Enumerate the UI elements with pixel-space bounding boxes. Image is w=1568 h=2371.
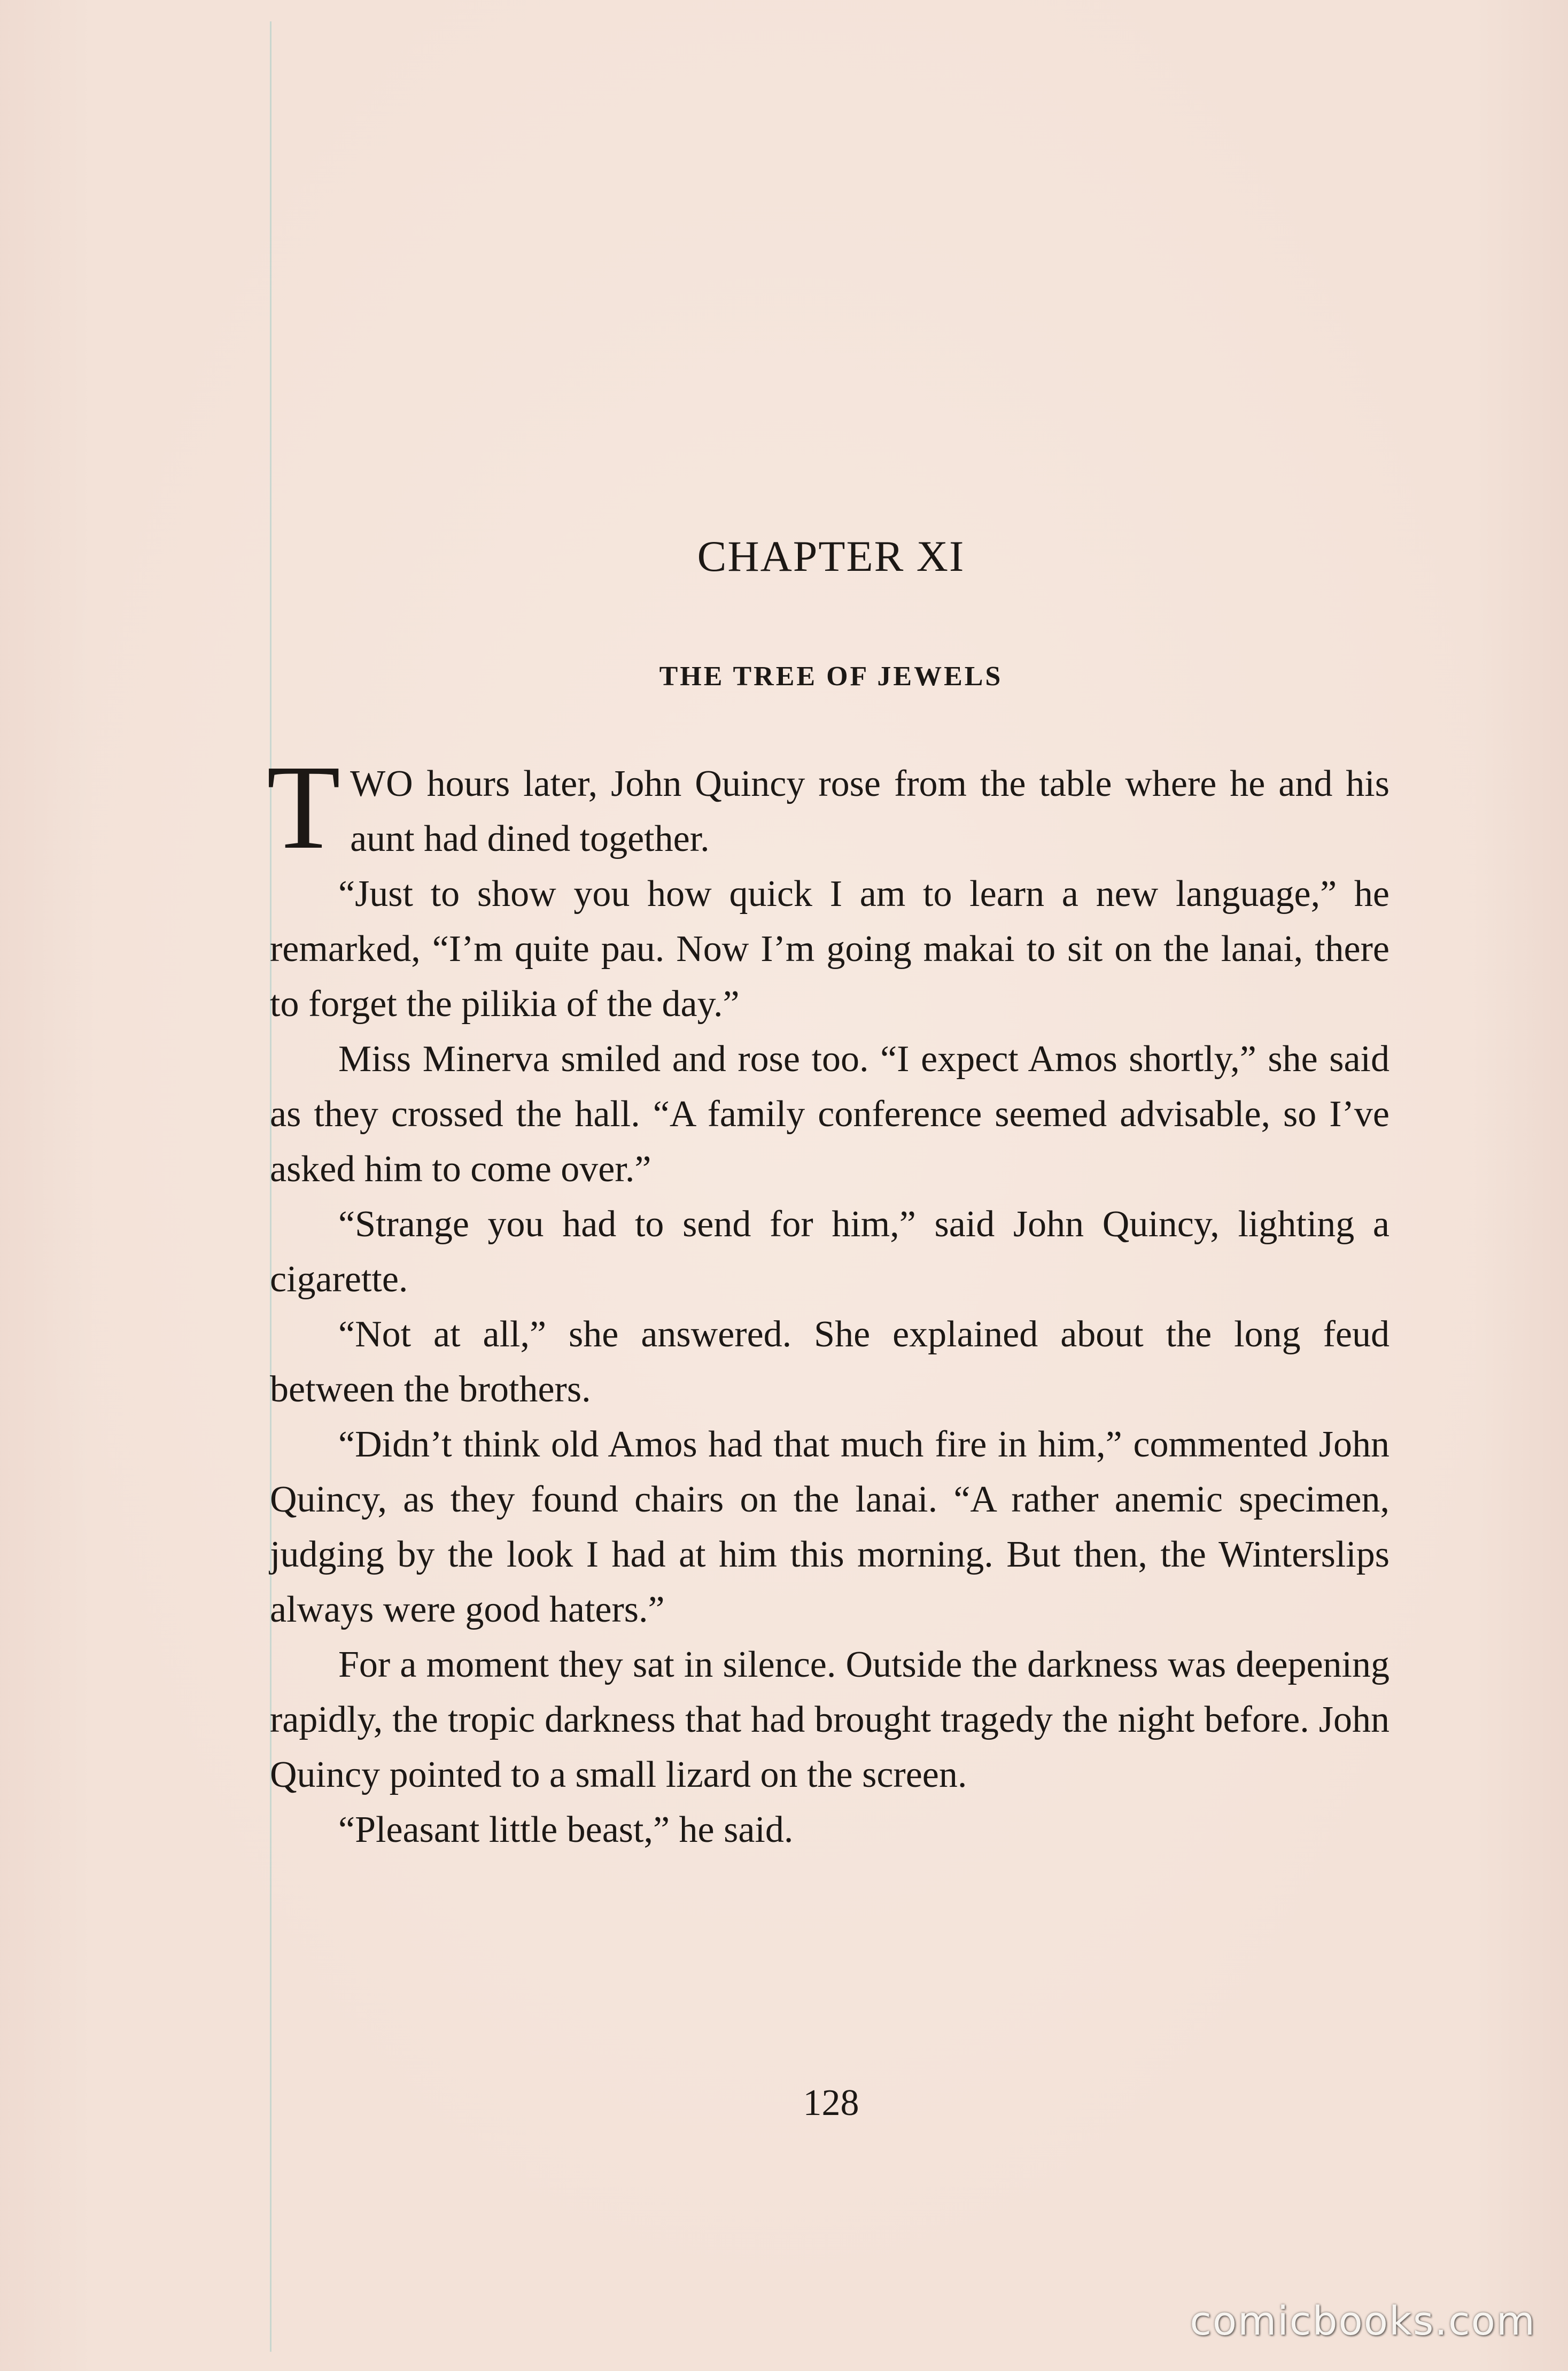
paragraph-8: “Pleasant little beast,” he said.: [338, 1809, 794, 1850]
watermark: comicbooks.com: [1190, 2298, 1536, 2344]
chapter-subtitle: THE TREE OF JEWELS: [659, 661, 1003, 692]
page-number: 128: [803, 2082, 859, 2124]
first-word-rest: WO: [350, 763, 414, 804]
book-page: [267, 0, 1392, 2371]
drop-cap: T: [267, 740, 341, 874]
paragraph-1-text: hours later, John Quincy rose from the table where he and his aunt had dined together.: [350, 763, 1390, 859]
paragraph-2: “Just to show you how quick I am to learn a new language,” he remarked, “I’m quite pau. Now I’m going makai to sit on the lanai, there to forget the pilikia of the day.”: [270, 873, 1390, 1025]
paragraph-3: Miss Minerva smiled and rose too. “I expect Amos shortly,” she said as they crossed the hall. “A family conference seemed advisable, so I’ve asked him to come over.”: [270, 1039, 1390, 1190]
paragraph-1: [267, 740, 1390, 874]
paragraph-6: “Didn’t think old Amos had that much fire in him,” commented John Quincy, as they found chairs on the lanai. “A rather anemic specimen, judging by the look I had at him this morning. But then, the Winterslips always were good haters.”: [270, 1424, 1390, 1630]
body-text: [267, 740, 1390, 1857]
paragraph-4: “Strange you had to send for him,” said John Quincy, lighting a cigarette.: [270, 1204, 1390, 1300]
paragraph-7: For a moment they sat in silence. Outside the darkness was deepening rapidly, the tropic darkness that had brought tragedy the night before. John Quincy pointed to a small lizard on the screen.: [270, 1644, 1390, 1795]
paragraph-5: “Not at all,” she answered. She explained about the long feud between the brothers.: [270, 1314, 1390, 1410]
chapter-title: CHAPTER XI: [697, 532, 965, 580]
